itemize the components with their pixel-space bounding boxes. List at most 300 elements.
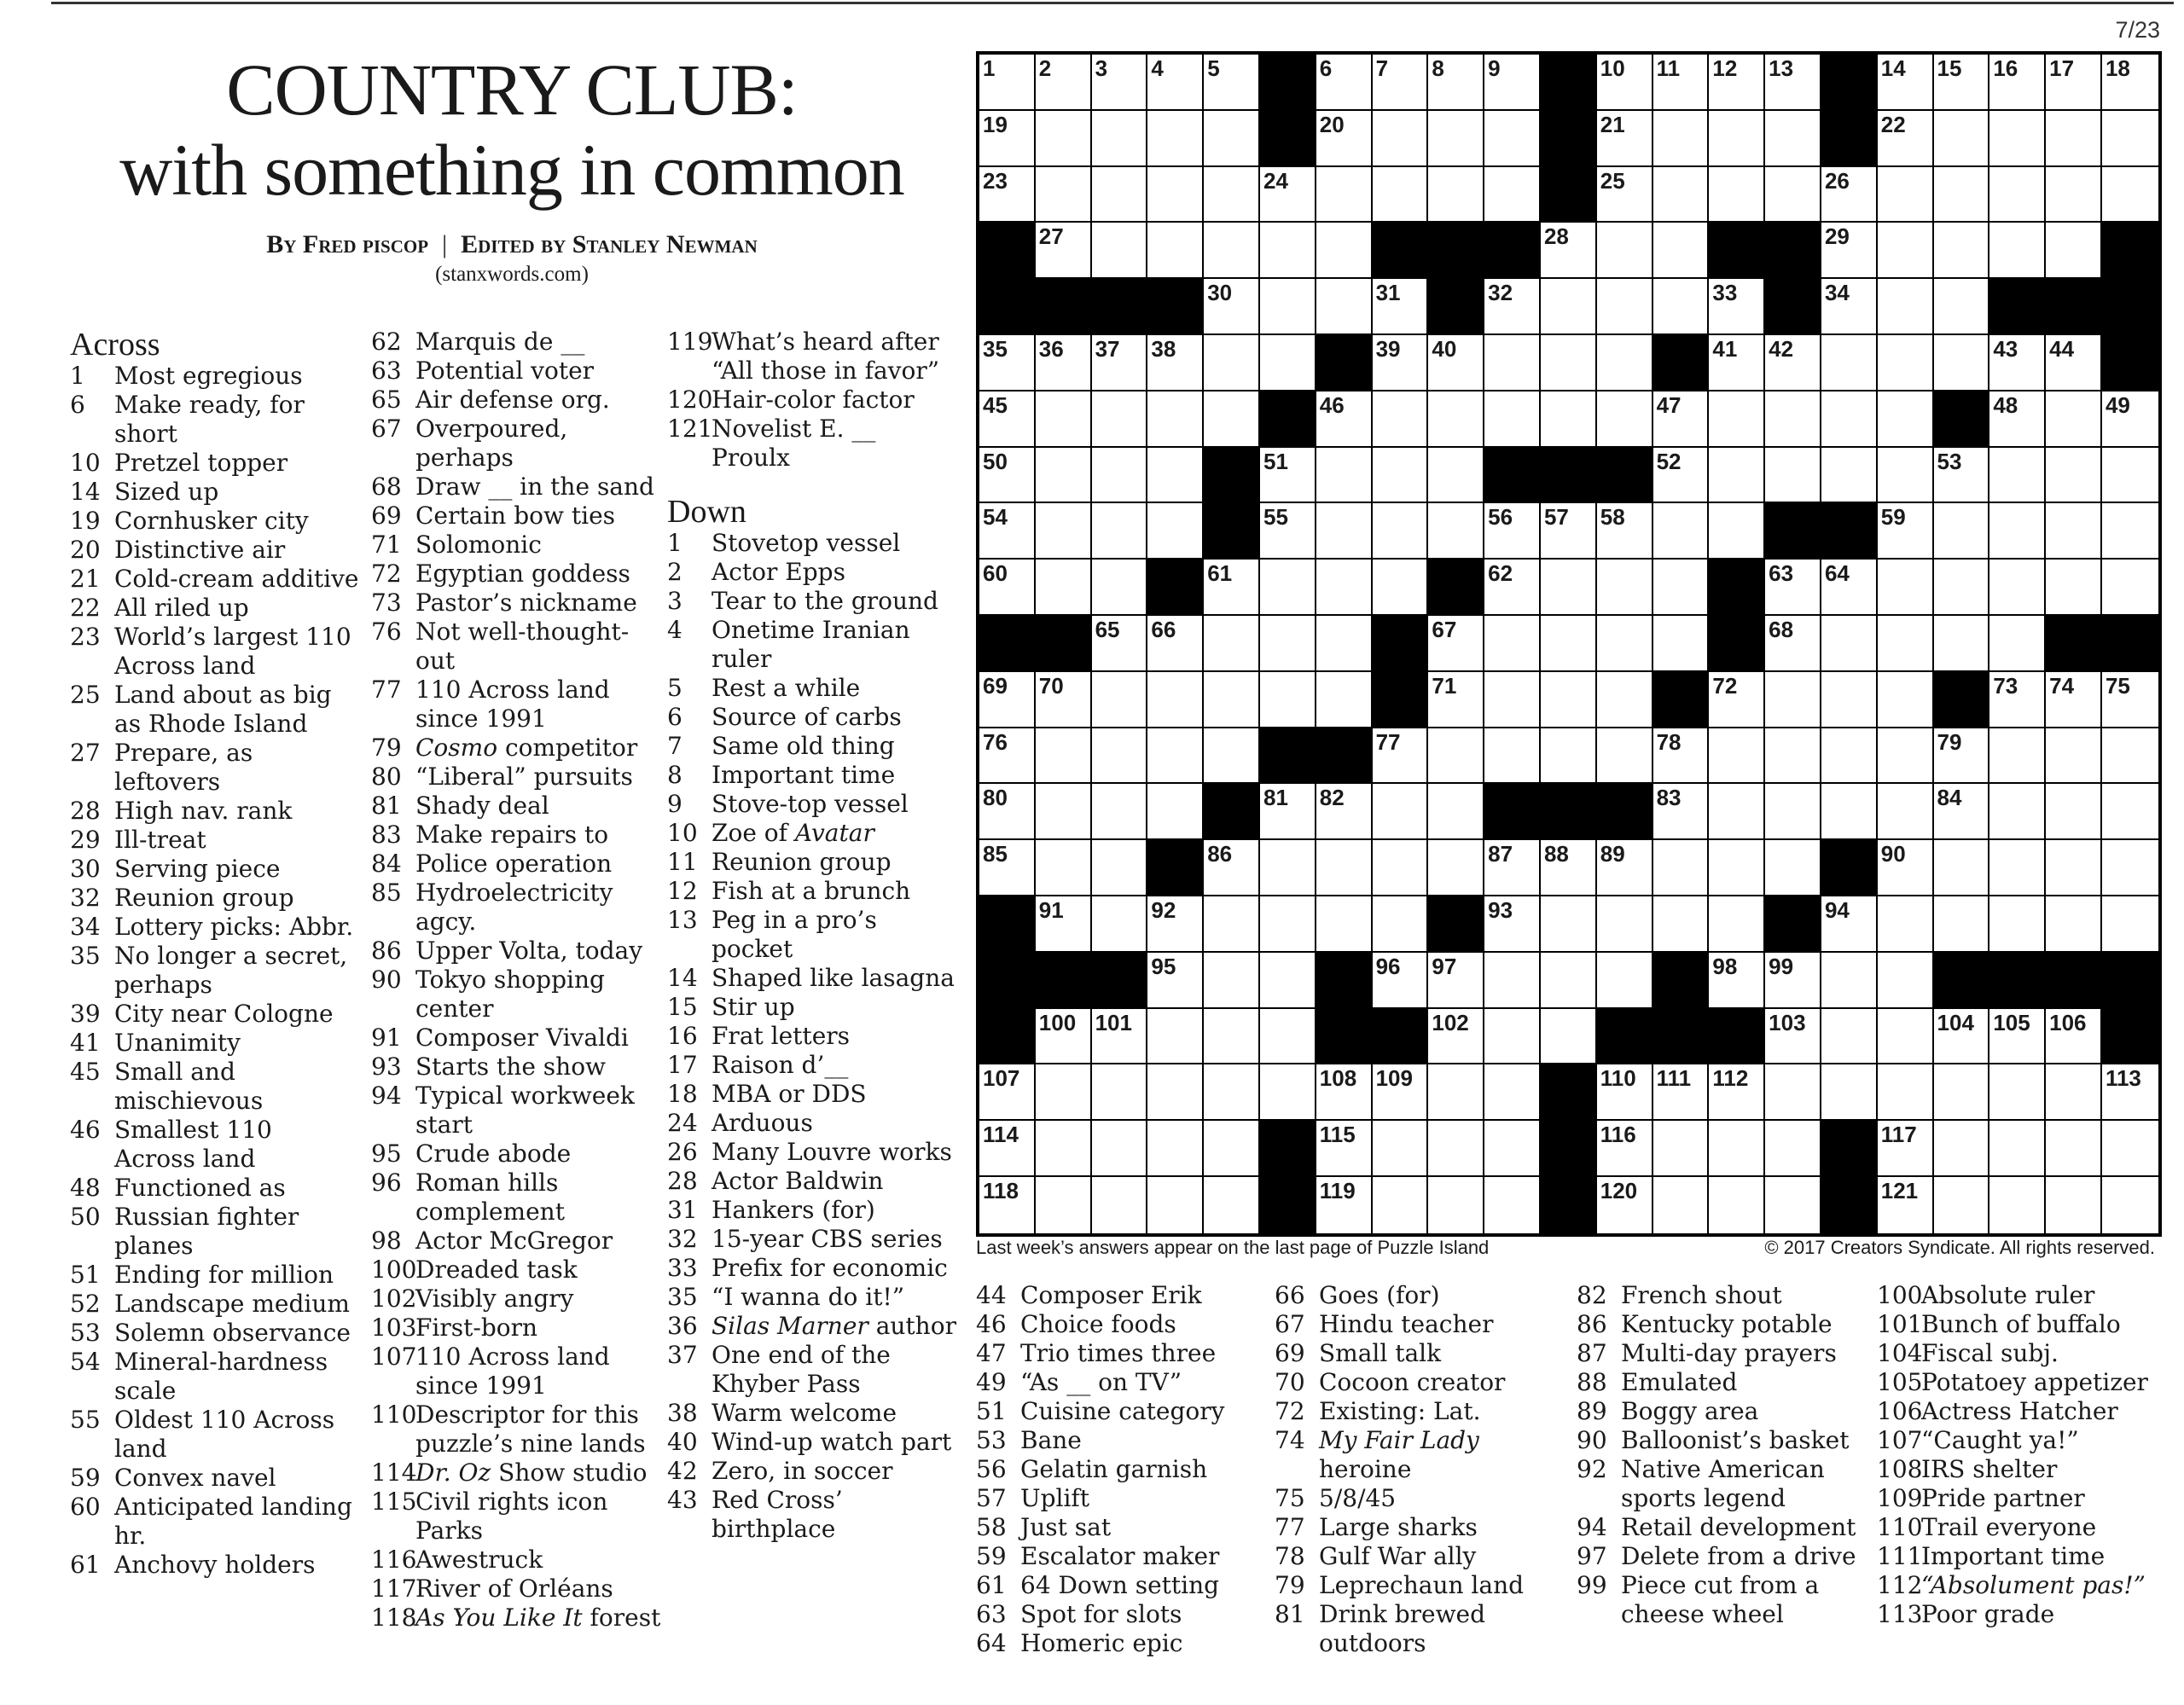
grid-cell[interactable] xyxy=(1484,391,1541,448)
clue[interactable] xyxy=(976,1368,1266,1397)
clue[interactable] xyxy=(1877,1484,2171,1513)
grid-cell[interactable] xyxy=(1147,784,1204,840)
grid-cell[interactable] xyxy=(2102,448,2158,504)
clue[interactable] xyxy=(1275,1600,1565,1658)
grid-cell[interactable] xyxy=(1373,335,1429,391)
grid-cell[interactable] xyxy=(1653,391,1710,448)
grid-cell[interactable] xyxy=(1484,55,1541,111)
clue[interactable] xyxy=(667,1022,957,1051)
grid-cell[interactable] xyxy=(1878,279,1934,335)
grid-cell[interactable] xyxy=(1484,1064,1541,1121)
grid-cell[interactable] xyxy=(1765,1121,1821,1177)
grid-cell[interactable] xyxy=(1147,672,1204,728)
clue[interactable] xyxy=(70,1000,360,1029)
clue[interactable] xyxy=(667,703,957,732)
grid-cell[interactable] xyxy=(1765,784,1821,840)
grid-cell[interactable] xyxy=(1765,728,1821,785)
grid-cell[interactable] xyxy=(1709,784,1765,840)
grid-cell[interactable] xyxy=(1147,335,1204,391)
grid-cell[interactable] xyxy=(1092,672,1148,728)
grid-cell[interactable] xyxy=(1204,1064,1260,1121)
clue[interactable] xyxy=(371,589,665,618)
grid-cell[interactable] xyxy=(1653,279,1710,335)
clue[interactable] xyxy=(371,386,665,415)
grid-cell[interactable] xyxy=(1878,616,1934,672)
grid-cell[interactable] xyxy=(1541,1009,1597,1065)
grid-cell[interactable] xyxy=(1821,1009,1878,1065)
clue[interactable] xyxy=(976,1571,1266,1600)
grid-cell[interactable] xyxy=(1036,560,1092,616)
grid-cell[interactable] xyxy=(1204,167,1260,223)
grid-cell[interactable] xyxy=(1653,784,1710,840)
grid-cell[interactable] xyxy=(1373,840,1429,896)
grid-cell[interactable] xyxy=(1653,560,1710,616)
grid-cell[interactable] xyxy=(1428,448,1484,504)
grid-cell[interactable] xyxy=(1092,728,1148,785)
grid-cell[interactable] xyxy=(1428,167,1484,223)
grid-cell[interactable] xyxy=(2046,896,2102,953)
grid-cell[interactable] xyxy=(2102,167,2158,223)
grid-cell[interactable] xyxy=(1989,335,2046,391)
grid-cell[interactable] xyxy=(1373,953,1429,1009)
grid-cell[interactable] xyxy=(1821,896,1878,953)
grid-cell[interactable] xyxy=(1989,1121,2046,1177)
grid-cell[interactable] xyxy=(2046,503,2102,560)
grid-cell[interactable] xyxy=(1316,560,1373,616)
grid-cell[interactable] xyxy=(979,560,1036,616)
clue[interactable] xyxy=(70,1029,360,1058)
grid-cell[interactable] xyxy=(2102,55,2158,111)
grid-cell[interactable] xyxy=(1036,503,1092,560)
grid-cell[interactable] xyxy=(2102,111,2158,167)
grid-cell[interactable] xyxy=(1092,1177,1148,1233)
clue[interactable] xyxy=(371,560,665,589)
grid-cell[interactable] xyxy=(1147,1009,1204,1065)
grid-cell[interactable] xyxy=(1597,391,1653,448)
grid-cell[interactable] xyxy=(1373,167,1429,223)
clue[interactable] xyxy=(667,1225,957,1254)
grid-cell[interactable] xyxy=(1653,1177,1710,1233)
grid-cell[interactable] xyxy=(1428,616,1484,672)
grid-cell[interactable] xyxy=(1316,448,1373,504)
clue[interactable] xyxy=(70,1261,360,1290)
clue[interactable] xyxy=(1877,1600,2171,1629)
grid-cell[interactable] xyxy=(1147,1064,1204,1121)
grid-cell[interactable] xyxy=(1036,728,1092,785)
grid-cell[interactable] xyxy=(1541,279,1597,335)
grid-cell[interactable] xyxy=(1428,335,1484,391)
clue[interactable] xyxy=(70,391,360,449)
grid-cell[interactable] xyxy=(1204,616,1260,672)
grid-cell[interactable] xyxy=(1204,1121,1260,1177)
grid-cell[interactable] xyxy=(1316,840,1373,896)
grid-cell[interactable] xyxy=(1989,672,2046,728)
grid-cell[interactable] xyxy=(1878,672,1934,728)
grid-cell[interactable] xyxy=(1989,167,2046,223)
clue[interactable] xyxy=(667,993,957,1022)
clue[interactable] xyxy=(1877,1571,2171,1600)
grid-cell[interactable] xyxy=(1821,784,1878,840)
grid-cell[interactable] xyxy=(1934,896,1990,953)
grid-cell[interactable] xyxy=(979,448,1036,504)
clue[interactable] xyxy=(70,797,360,826)
grid-cell[interactable] xyxy=(1765,1064,1821,1121)
grid-cell[interactable] xyxy=(979,167,1036,223)
grid-cell[interactable] xyxy=(1316,167,1373,223)
clue[interactable] xyxy=(1275,1542,1565,1571)
grid-cell[interactable] xyxy=(1597,167,1653,223)
grid-cell[interactable] xyxy=(1934,55,1990,111)
grid-cell[interactable] xyxy=(1597,111,1653,167)
grid-cell[interactable] xyxy=(1428,1121,1484,1177)
clue[interactable] xyxy=(371,1024,665,1053)
grid-cell[interactable] xyxy=(1597,223,1653,279)
grid-cell[interactable] xyxy=(1316,1064,1373,1121)
crossword-grid[interactable] xyxy=(976,51,2162,1237)
clue[interactable] xyxy=(976,1339,1266,1368)
grid-cell[interactable] xyxy=(1147,896,1204,953)
grid-cell[interactable] xyxy=(1878,1064,1934,1121)
grid-cell[interactable] xyxy=(1204,279,1260,335)
clue[interactable] xyxy=(70,1464,360,1493)
clue[interactable] xyxy=(1577,1339,1867,1368)
grid-cell[interactable] xyxy=(1204,1009,1260,1065)
clue[interactable] xyxy=(371,473,665,502)
grid-cell[interactable] xyxy=(979,111,1036,167)
clue[interactable] xyxy=(371,1169,665,1227)
clue[interactable] xyxy=(371,415,665,473)
grid-cell[interactable] xyxy=(1092,391,1148,448)
clue[interactable] xyxy=(70,507,360,536)
grid-cell[interactable] xyxy=(1653,55,1710,111)
grid-cell[interactable] xyxy=(1428,55,1484,111)
grid-cell[interactable] xyxy=(2102,503,2158,560)
grid-cell[interactable] xyxy=(1878,55,1934,111)
clue[interactable] xyxy=(70,1203,360,1261)
grid-cell[interactable] xyxy=(1765,167,1821,223)
clue[interactable] xyxy=(70,565,360,594)
grid-cell[interactable] xyxy=(1373,896,1429,953)
clue[interactable] xyxy=(1275,1339,1565,1368)
grid-cell[interactable] xyxy=(1260,616,1316,672)
clue[interactable] xyxy=(1577,1368,1867,1397)
grid-cell[interactable] xyxy=(1036,448,1092,504)
clue[interactable] xyxy=(70,449,360,478)
grid-cell[interactable] xyxy=(1260,279,1316,335)
grid-cell[interactable] xyxy=(1484,1009,1541,1065)
grid-cell[interactable] xyxy=(1036,840,1092,896)
clue[interactable] xyxy=(371,734,665,763)
clue[interactable] xyxy=(70,942,360,1000)
grid-cell[interactable] xyxy=(2046,1177,2102,1233)
clue[interactable] xyxy=(70,913,360,942)
clue[interactable] xyxy=(371,1082,665,1140)
clue[interactable] xyxy=(667,1457,957,1486)
grid-cell[interactable] xyxy=(1934,1121,1990,1177)
grid-cell[interactable] xyxy=(1709,896,1765,953)
grid-cell[interactable] xyxy=(1092,896,1148,953)
grid-cell[interactable] xyxy=(1428,503,1484,560)
grid-cell[interactable] xyxy=(1147,223,1204,279)
grid-cell[interactable] xyxy=(1541,503,1597,560)
grid-cell[interactable] xyxy=(1878,503,1934,560)
grid-cell[interactable] xyxy=(1428,111,1484,167)
grid-cell[interactable] xyxy=(1092,55,1148,111)
clue[interactable] xyxy=(371,763,665,792)
clue[interactable] xyxy=(70,1551,360,1580)
clue[interactable] xyxy=(1275,1368,1565,1397)
grid-cell[interactable] xyxy=(1484,167,1541,223)
grid-cell[interactable] xyxy=(1653,223,1710,279)
grid-cell[interactable] xyxy=(979,1177,1036,1233)
grid-cell[interactable] xyxy=(1709,335,1765,391)
grid-cell[interactable] xyxy=(1092,840,1148,896)
grid-cell[interactable] xyxy=(1092,616,1148,672)
grid-cell[interactable] xyxy=(2046,223,2102,279)
grid-cell[interactable] xyxy=(1709,279,1765,335)
grid-cell[interactable] xyxy=(1484,672,1541,728)
grid-cell[interactable] xyxy=(2102,1177,2158,1233)
clue[interactable] xyxy=(1877,1281,2171,1310)
grid-cell[interactable] xyxy=(1204,391,1260,448)
grid-cell[interactable] xyxy=(1989,840,2046,896)
grid-cell[interactable] xyxy=(1765,840,1821,896)
grid-cell[interactable] xyxy=(1878,1177,1934,1233)
clue[interactable] xyxy=(70,1406,360,1464)
grid-cell[interactable] xyxy=(1316,784,1373,840)
clue[interactable] xyxy=(1577,1426,1867,1455)
grid-cell[interactable] xyxy=(1597,1177,1653,1233)
clue[interactable] xyxy=(667,529,957,558)
grid-cell[interactable] xyxy=(1484,728,1541,785)
grid-cell[interactable] xyxy=(1989,728,2046,785)
grid-cell[interactable] xyxy=(1316,279,1373,335)
grid-cell[interactable] xyxy=(1147,1177,1204,1233)
clue[interactable] xyxy=(667,415,957,473)
clue[interactable] xyxy=(371,1401,665,1459)
grid-cell[interactable] xyxy=(1260,784,1316,840)
clue[interactable] xyxy=(371,1343,665,1401)
clue[interactable] xyxy=(1877,1542,2171,1571)
clue[interactable] xyxy=(1877,1339,2171,1368)
grid-cell[interactable] xyxy=(1989,223,2046,279)
grid-cell[interactable] xyxy=(1092,1121,1148,1177)
grid-cell[interactable] xyxy=(1260,1009,1316,1065)
grid-cell[interactable] xyxy=(1597,616,1653,672)
grid-cell[interactable] xyxy=(2102,840,2158,896)
clue[interactable] xyxy=(70,884,360,913)
grid-cell[interactable] xyxy=(1878,728,1934,785)
clue[interactable] xyxy=(1877,1455,2171,1484)
grid-cell[interactable] xyxy=(979,503,1036,560)
grid-cell[interactable] xyxy=(1260,335,1316,391)
grid-cell[interactable] xyxy=(1428,840,1484,896)
grid-cell[interactable] xyxy=(1036,784,1092,840)
grid-cell[interactable] xyxy=(1765,1009,1821,1065)
grid-cell[interactable] xyxy=(1597,1121,1653,1177)
grid-cell[interactable] xyxy=(1036,1177,1092,1233)
grid-cell[interactable] xyxy=(1934,728,1990,785)
grid-cell[interactable] xyxy=(1765,335,1821,391)
grid-cell[interactable] xyxy=(1147,391,1204,448)
grid-cell[interactable] xyxy=(1878,896,1934,953)
grid-cell[interactable] xyxy=(1204,953,1260,1009)
grid-cell[interactable] xyxy=(1878,560,1934,616)
grid-cell[interactable] xyxy=(2046,335,2102,391)
grid-cell[interactable] xyxy=(1653,1121,1710,1177)
grid-cell[interactable] xyxy=(1428,672,1484,728)
grid-cell[interactable] xyxy=(1709,111,1765,167)
grid-cell[interactable] xyxy=(1092,560,1148,616)
grid-cell[interactable] xyxy=(1541,728,1597,785)
grid-cell[interactable] xyxy=(2046,55,2102,111)
grid-cell[interactable] xyxy=(1484,111,1541,167)
grid-cell[interactable] xyxy=(1765,111,1821,167)
clue[interactable] xyxy=(1877,1310,2171,1339)
grid-cell[interactable] xyxy=(1036,391,1092,448)
grid-cell[interactable] xyxy=(1653,503,1710,560)
grid-cell[interactable] xyxy=(1878,953,1934,1009)
clue[interactable] xyxy=(371,1459,665,1488)
grid-cell[interactable] xyxy=(1092,784,1148,840)
clue[interactable] xyxy=(1275,1397,1565,1426)
clue[interactable] xyxy=(371,792,665,821)
grid-cell[interactable] xyxy=(1989,560,2046,616)
clue[interactable] xyxy=(667,386,957,415)
grid-cell[interactable] xyxy=(1821,279,1878,335)
grid-cell[interactable] xyxy=(1373,111,1429,167)
grid-cell[interactable] xyxy=(1428,1177,1484,1233)
clue[interactable] xyxy=(667,1109,957,1138)
grid-cell[interactable] xyxy=(1989,896,2046,953)
grid-cell[interactable] xyxy=(1878,223,1934,279)
grid-cell[interactable] xyxy=(1653,728,1710,785)
clue[interactable] xyxy=(371,1285,665,1314)
grid-cell[interactable] xyxy=(1036,1064,1092,1121)
grid-cell[interactable] xyxy=(1373,560,1429,616)
clue[interactable] xyxy=(371,328,665,357)
grid-cell[interactable] xyxy=(1878,1009,1934,1065)
clue[interactable] xyxy=(667,1312,957,1341)
grid-cell[interactable] xyxy=(1709,55,1765,111)
grid-cell[interactable] xyxy=(1204,840,1260,896)
grid-cell[interactable] xyxy=(1878,1121,1934,1177)
clue[interactable] xyxy=(667,1080,957,1109)
grid-cell[interactable] xyxy=(1204,111,1260,167)
clue[interactable] xyxy=(371,1053,665,1082)
grid-cell[interactable] xyxy=(1204,1177,1260,1233)
grid-cell[interactable] xyxy=(2102,896,2158,953)
clue[interactable] xyxy=(371,850,665,879)
grid-cell[interactable] xyxy=(1541,953,1597,1009)
clue[interactable] xyxy=(667,877,957,906)
grid-cell[interactable] xyxy=(1821,953,1878,1009)
grid-cell[interactable] xyxy=(1204,672,1260,728)
grid-cell[interactable] xyxy=(1373,391,1429,448)
grid-cell[interactable] xyxy=(1036,167,1092,223)
clue[interactable] xyxy=(371,618,665,676)
grid-cell[interactable] xyxy=(1989,1064,2046,1121)
grid-cell[interactable] xyxy=(1373,55,1429,111)
grid-cell[interactable] xyxy=(1316,503,1373,560)
clue[interactable] xyxy=(1275,1310,1565,1339)
grid-cell[interactable] xyxy=(1934,616,1990,672)
clue[interactable] xyxy=(70,594,360,623)
grid-cell[interactable] xyxy=(1653,616,1710,672)
grid-cell[interactable] xyxy=(1260,560,1316,616)
grid-cell[interactable] xyxy=(1036,896,1092,953)
grid-cell[interactable] xyxy=(1484,616,1541,672)
grid-cell[interactable] xyxy=(2046,167,2102,223)
grid-cell[interactable] xyxy=(1597,728,1653,785)
grid-cell[interactable] xyxy=(1709,167,1765,223)
grid-cell[interactable] xyxy=(1989,1177,2046,1233)
clue[interactable] xyxy=(70,478,360,507)
grid-cell[interactable] xyxy=(1934,335,1990,391)
grid-cell[interactable] xyxy=(1934,1177,1990,1233)
clue[interactable] xyxy=(371,1604,665,1633)
grid-cell[interactable] xyxy=(1765,560,1821,616)
grid-cell[interactable] xyxy=(1092,335,1148,391)
clue[interactable] xyxy=(371,1546,665,1575)
clue[interactable] xyxy=(1577,1542,1867,1571)
grid-cell[interactable] xyxy=(1036,335,1092,391)
clue[interactable] xyxy=(667,848,957,877)
grid-cell[interactable] xyxy=(1765,616,1821,672)
clue[interactable] xyxy=(371,879,665,937)
grid-cell[interactable] xyxy=(1709,1177,1765,1233)
grid-cell[interactable] xyxy=(1316,391,1373,448)
grid-cell[interactable] xyxy=(1316,1177,1373,1233)
clue[interactable] xyxy=(667,1399,957,1428)
clue[interactable] xyxy=(371,1314,665,1343)
grid-cell[interactable] xyxy=(1821,672,1878,728)
clue[interactable] xyxy=(667,819,957,848)
grid-cell[interactable] xyxy=(1709,391,1765,448)
grid-cell[interactable] xyxy=(1036,111,1092,167)
clue[interactable] xyxy=(976,1542,1266,1571)
grid-cell[interactable] xyxy=(1934,503,1990,560)
grid-cell[interactable] xyxy=(1316,896,1373,953)
clue[interactable] xyxy=(70,1290,360,1319)
grid-cell[interactable] xyxy=(1989,1009,2046,1065)
clue[interactable] xyxy=(976,1397,1266,1426)
grid-cell[interactable] xyxy=(1484,279,1541,335)
grid-cell[interactable] xyxy=(1709,953,1765,1009)
grid-cell[interactable] xyxy=(1934,279,1990,335)
grid-cell[interactable] xyxy=(1484,896,1541,953)
grid-cell[interactable] xyxy=(979,1121,1036,1177)
grid-cell[interactable] xyxy=(1597,1064,1653,1121)
grid-cell[interactable] xyxy=(2046,1064,2102,1121)
grid-cell[interactable] xyxy=(1597,279,1653,335)
clue[interactable] xyxy=(371,531,665,560)
grid-cell[interactable] xyxy=(1541,560,1597,616)
grid-cell[interactable] xyxy=(1541,335,1597,391)
clue[interactable] xyxy=(667,1138,957,1167)
grid-cell[interactable] xyxy=(1765,672,1821,728)
clue[interactable] xyxy=(371,966,665,1024)
grid-cell[interactable] xyxy=(1709,728,1765,785)
grid-cell[interactable] xyxy=(1204,223,1260,279)
clue[interactable] xyxy=(70,536,360,565)
grid-cell[interactable] xyxy=(1934,784,1990,840)
grid-cell[interactable] xyxy=(2046,784,2102,840)
grid-cell[interactable] xyxy=(1092,223,1148,279)
grid-cell[interactable] xyxy=(979,840,1036,896)
grid-cell[interactable] xyxy=(1878,167,1934,223)
grid-cell[interactable] xyxy=(2102,784,2158,840)
